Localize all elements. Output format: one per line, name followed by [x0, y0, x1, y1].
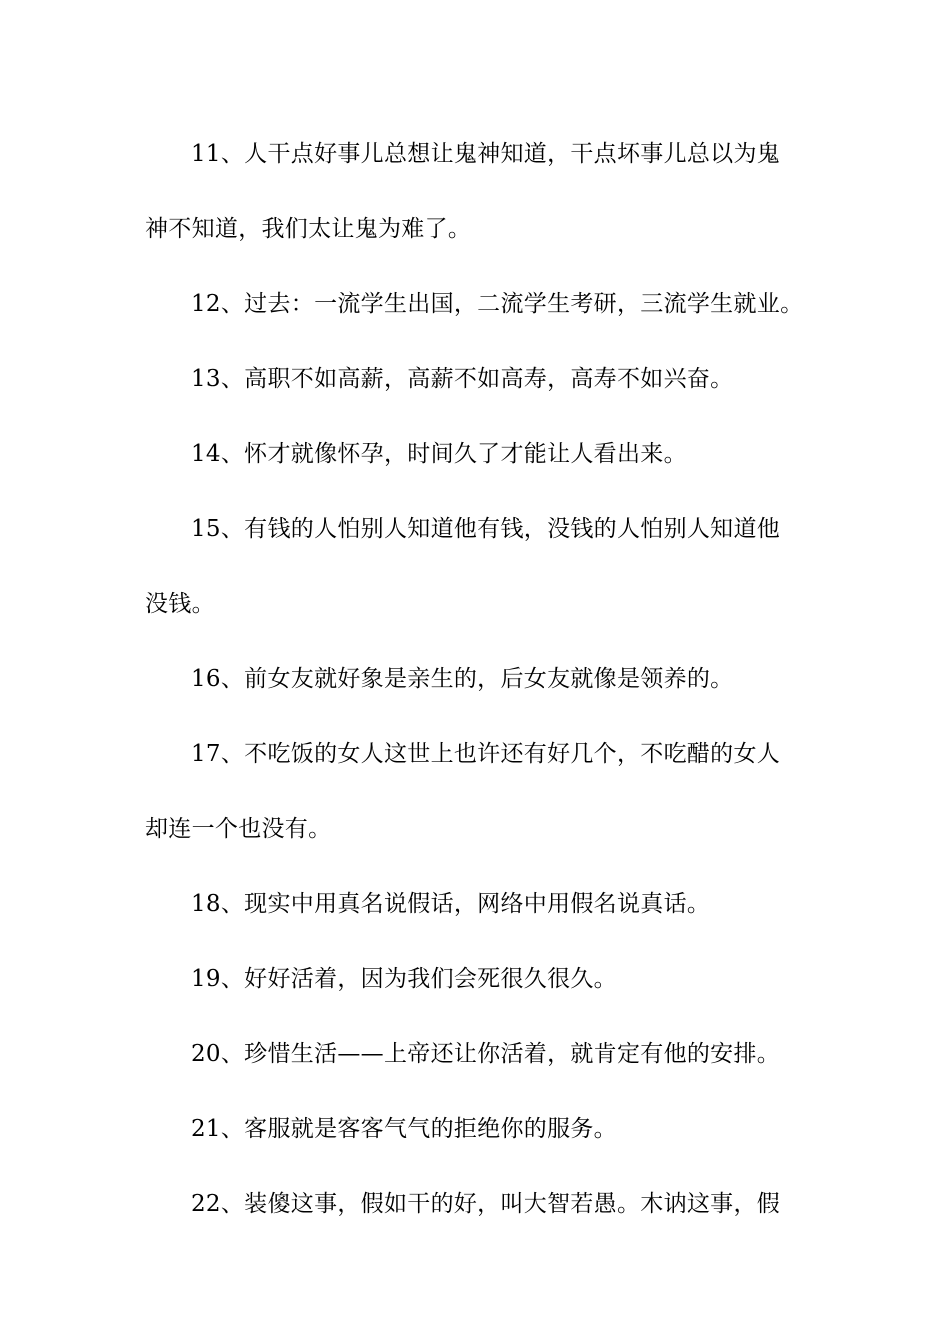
text-line: 14、怀才就像怀孕，时间久了才能让人看出来。 — [191, 441, 687, 467]
text-line: 12、过去：一流学生出国，二流学生考研，三流学生就业。 — [191, 291, 804, 317]
text-line: 22、装傻这事，假如干的好，叫大智若愚。木讷这事，假 — [191, 1191, 781, 1217]
text-line: 却连一个也没有。 — [145, 816, 332, 842]
text-line: 15、有钱的人怕别人知道他有钱，没钱的人怕别人知道他 — [191, 516, 781, 542]
document-body — [145, 131, 807, 1256]
text-line: 19、好好活着，因为我们会死很久很久。 — [191, 966, 617, 992]
text-line: 21、客服就是客客气气的拒绝你的服务。 — [191, 1116, 617, 1142]
text-line: 13、高职不如高薪，高薪不如高寿，高寿不如兴奋。 — [191, 366, 734, 392]
text-line: 20、珍惜生活——上帝还让你活着，就肯定有他的安排。 — [191, 1041, 781, 1067]
text-line: 神不知道，我们太让鬼为难了。 — [145, 216, 472, 242]
text-line: 17、不吃饭的女人这世上也许还有好几个，不吃醋的女人 — [191, 741, 781, 767]
text-line: 18、现实中用真名说假话，网络中用假名说真话。 — [191, 891, 711, 917]
text-line: 11、人干点好事儿总想让鬼神知道，干点坏事儿总以为鬼 — [191, 141, 781, 167]
text-line: 16、前女友就好象是亲生的，后女友就像是领养的。 — [191, 666, 734, 692]
text-line: 没钱。 — [145, 591, 215, 617]
